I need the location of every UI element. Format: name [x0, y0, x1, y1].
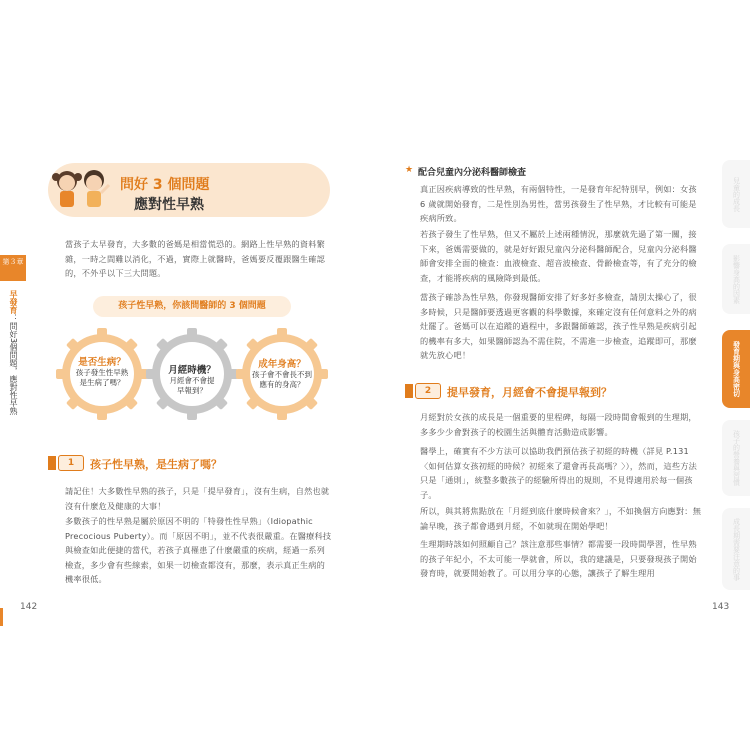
page-edge-marker — [0, 608, 3, 626]
right-paragraph-6: 所以，與其將焦點放在「月經到底什麼時候會來？」，不如換個方向應對：無論早晚，孩子都會遇到月經，不如就現在開始學吧！ — [420, 506, 702, 531]
page-number-left: 142 — [20, 602, 38, 612]
section2-title: 提早發育，月經會不會提早報到？ — [447, 386, 612, 399]
chapter-vertical-title — [4, 290, 18, 415]
banner-title-line1: 問好 3 個問題 — [120, 177, 210, 193]
section1-title: 孩子性早熟，是生病了嗎？ — [90, 458, 222, 471]
side-tab-3-active[interactable]: 發育期與身高密切 — [722, 330, 750, 408]
side-tab-5[interactable]: 成長期需要注意的事 — [722, 508, 750, 590]
section1-number: 1 — [58, 455, 84, 471]
right-paragraph-5: 醫學上，確實有不少方法可以協助我們預估孩子初經的時機（詳見 P.131〈如何估算女孩初經的時候？初經來了還會再長高嗎？〉），然而，這些方法只是「通則」，統整多數孩子的經驗所得出的規則，不見得適用於每一個孩子。 — [420, 446, 697, 500]
banner-title-line2: 應對性早熟 — [134, 197, 204, 213]
chapter-tab[interactable]: 第３章 — [0, 255, 26, 281]
chapter-highlight: 早發育 — [9, 290, 18, 314]
right-paragraph-1: 真正因疾病導致的性早熟，有兩個特性，一是發育年紀特別早，例如：女孩 6 歲就開始發育，二是性別為男性，當男孩發生了性早熟，才比較有可能是疾病所致。 — [420, 184, 697, 223]
chapter-rest: ：問好3個問題，應對性早熟 — [9, 314, 18, 416]
gear-period-title: 月經時機？ — [168, 365, 216, 376]
side-tab-4[interactable]: 孩子的營養與習慣 — [722, 420, 750, 496]
left-paragraph-2: 多數孩子的性早熟是屬於原因不明的「特發性性早熟」（Idiopathic Precocious Puberty）。而「原因不明」，並不代表很嚴重。在醫療科技與檢查如此便捷的當代，若孩子真罹患了什麼嚴重的疾病，經過一系列檢查，多少會有些線索，如果一切檢查都沒有，那麼，表示真正生病的機率很低。 — [65, 516, 332, 584]
right-paragraph-3: 當孩子確診為性早熟，你發現醫師安排了好多好多檢查，請別太操心了，很多時候，只是醫師要透過更客觀的科學數據，來確定沒有任何意料之外的病灶罷了。爸媽可以在追蹤的過程中，多跟醫師確認，孩子性早熟是疾病引起的機率有多大，如果醫師認為不需住院，不需進一步檢查，追蹤即可，那麼就先放心吧！ — [420, 292, 697, 360]
side-tab-1[interactable]: 兒童的成長 — [722, 160, 750, 228]
section1-marker — [48, 456, 56, 470]
section2-number: 2 — [415, 383, 441, 399]
gear-period-text: 月經會不會提早報到？ — [169, 376, 215, 395]
intro-paragraph: 當孩子太早發育，大多數的爸媽是相當慌恐的。網路上性早熟的資料繁雜，一時之間難以消化，不過，實際上就醫時，爸媽要反覆跟醫生確認的，不外乎以下三大問題。 — [65, 239, 326, 278]
side-tab-2[interactable]: 影響身高的因素 — [722, 244, 750, 314]
section2-marker — [405, 384, 413, 398]
gear-sick-title: 是否生病？ — [78, 357, 126, 368]
questions-pill: 孩子性早熟，你該問醫師的 3 個問題 — [93, 296, 291, 317]
left-paragraph-1: 請記住！大多數性早熟的孩子，只是「提早發育」，沒有生病，自然也就沒有什麼危及健康的大事！ — [65, 486, 330, 511]
right-paragraph-7: 生理期時該如何照顧自己？該注意那些事情？都需要一段時間學習，性早熟的孩子年紀小，不太可能一學就會，所以，我的建議是，只要發現孩子開始發育時，就要開始教了。可以用分享的心態，讓孩子了解生理用 — [420, 539, 697, 578]
gear-sick — [56, 328, 148, 420]
children-illustration — [50, 167, 112, 213]
right-paragraph-2: 若孩子發生了性早熟，但又不屬於上述兩種情況，那麼就先過了第一關，接下來，爸媽需要做的，就是好好跟兒童內分泌科醫師配合，兒童內分泌科醫師會安排全面的檢查：血液檢查、超音波檢查、骨齡檢查等，有了充分的檢查，才能將疾病的風險降到最低。 — [420, 229, 697, 283]
star-icon: ★ — [405, 165, 414, 175]
right-paragraph-4: 月經對於女孩的成長是一個重要的里程碑，每隔一段時間會報到的生理期，多多少少會對孩子的校園生活與體育活動造成影響。 — [420, 412, 697, 437]
gear-height-text: 孩子會不會長不到應有的身高？ — [252, 370, 312, 389]
gear-period — [146, 328, 238, 420]
page-number-right: 143 — [712, 602, 730, 612]
gear-height — [236, 328, 328, 420]
right-heading: 配合兒童內分泌科醫師檢查 — [418, 168, 527, 178]
gear-sick-text: 孩子發生性早熟是生病了嗎？ — [75, 368, 129, 387]
gear-height-title: 成年身高？ — [258, 359, 306, 370]
